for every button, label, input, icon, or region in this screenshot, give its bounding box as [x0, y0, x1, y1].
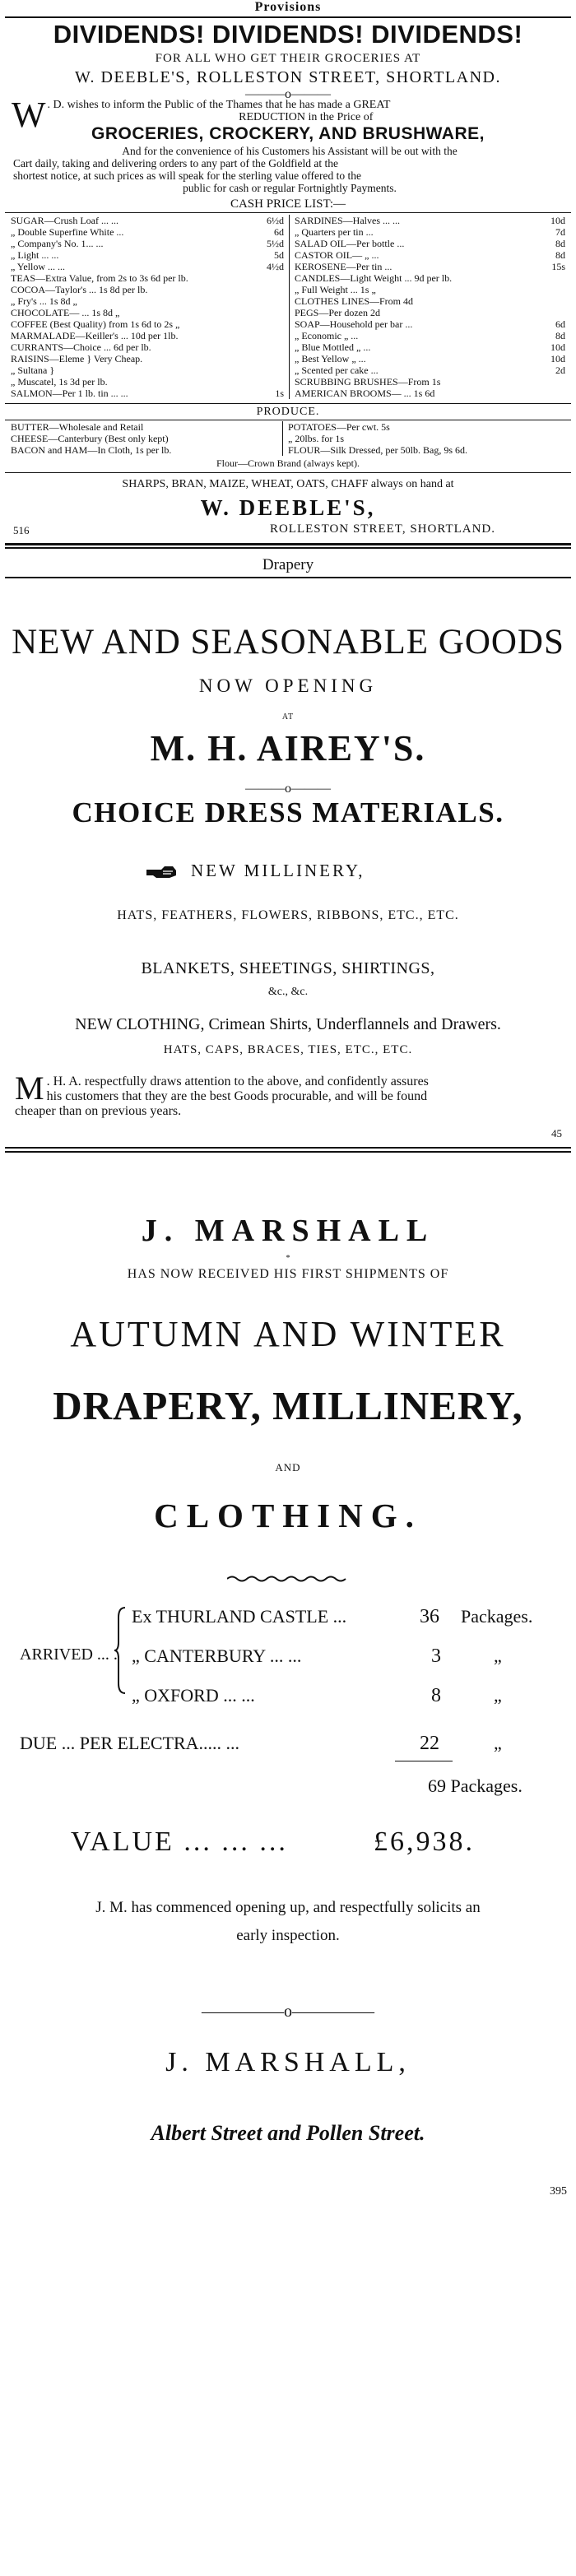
price-row [11, 364, 565, 376]
price-row [11, 295, 565, 307]
airey-at: AT [281, 712, 295, 722]
deeble-business-line: W. DEEBLE'S, ROLLESTON STREET, SHORTLAND. [75, 68, 501, 86]
price-row [11, 272, 565, 284]
marshall-clothing: CLOTHING. [154, 1497, 422, 1534]
price-row [11, 376, 565, 388]
price-value-right: 8d [555, 238, 565, 249]
price-item-right: PEGS—Per dozen 2d [290, 307, 516, 318]
price-item-right: SOAP—Household per bar ... [290, 318, 516, 330]
section-rule [5, 1151, 571, 1153]
produce-item-left: BUTTER—Wholesale and Retail [11, 421, 144, 433]
price-value-right [515, 307, 565, 318]
price-value-right: 6d [555, 318, 565, 330]
flour-line: Flour—Crown Brand (always kept). [216, 457, 360, 469]
price-row [11, 249, 565, 261]
price-value-left [221, 284, 289, 295]
price-item-left: „ Fry's ... 1s 8d „ [11, 295, 77, 307]
millinery-row [145, 861, 466, 885]
body-line: Cart daily, taking and delivering orders to any part of the Goldfield at the [13, 157, 339, 169]
price-value-left [221, 295, 289, 307]
deeble-headline: DIVIDENDS! DIVIDENDS! DIVIDENDS! [53, 20, 523, 49]
price-item-left: SUGAR—Crush Loaf ... ... [11, 215, 118, 226]
price-item-left: „ Company's No. 1... ... [11, 238, 104, 249]
due-qty: 22 [420, 1733, 439, 1754]
price-value-left [221, 318, 289, 330]
price-list-rule [5, 212, 571, 213]
column-header: Provisions [254, 0, 322, 14]
airey-notice [15, 1070, 563, 1119]
price-value-right: 8d [555, 330, 565, 341]
price-item-right: „ Quarters per tin ... [290, 226, 516, 238]
wave-ornament [227, 1575, 349, 1583]
price-item-left: TEAS—Extra Value, from 2s to 3s 6d per lb. [11, 272, 188, 284]
price-value-left [221, 272, 289, 284]
price-value-right [515, 388, 565, 399]
price-row [11, 307, 565, 318]
deeble-subhead: FOR ALL WHO GET THEIR GROCERIES AT [155, 52, 421, 65]
shipment-unit: „ [494, 1685, 502, 1706]
price-item-right: AMERICAN BROOMS— ... 1s 6d [290, 388, 516, 399]
price-row [11, 388, 565, 399]
price-item-right: KEROSENE—Per tin ... [290, 261, 516, 272]
marshall-received: HAS NOW RECEIVED HIS FIRST SHIPMENTS OF [127, 1267, 449, 1281]
price-value-left: 5d [274, 249, 284, 261]
produce-row [11, 421, 565, 433]
arrived-label: ARRIVED ... . [20, 1645, 118, 1664]
shipment-qty: 8 [431, 1685, 441, 1706]
price-list-title: CASH PRICE LIST:— [230, 197, 346, 211]
value-amount: £6,938. [374, 1826, 475, 1857]
deeble-ad-number: 516 [13, 524, 30, 536]
price-row [11, 330, 565, 341]
price-row [11, 261, 565, 272]
price-row [11, 284, 565, 295]
price-item-left: „ Yellow ... ... [11, 261, 66, 272]
due-label: DUE ... PER ELECTRA..... ... [20, 1733, 240, 1753]
price-value-right: 8d [555, 249, 565, 261]
price-item-left: COCOA—Taylor's ... 1s 8d per lb. [11, 284, 148, 295]
price-item-left: CHOCOLATE— ... 1s 8d „ [11, 307, 120, 318]
price-value-right [515, 272, 565, 284]
body-line: shortest notice, at such prices as will speak for the sterling value offered to the [13, 169, 361, 182]
produce-row [11, 433, 565, 444]
header-rule [5, 16, 571, 18]
airey-hats-line: HATS, FEATHERS, FLOWERS, RIBBONS, ETC., ETC. [117, 908, 459, 922]
shipment-unit: Packages. [461, 1606, 533, 1627]
shipment-vessel: Ex THURLAND CASTLE ... [132, 1606, 347, 1627]
ornament-divider: ―――――o――――― [202, 2003, 374, 2021]
price-value-left: 4½d [267, 261, 284, 272]
airey-caps-line: HATS, CAPS, BRACES, TIES, ETC., ETC. [163, 1043, 413, 1056]
price-row [11, 353, 565, 364]
price-value-left [221, 307, 289, 318]
price-value-right: 10d [550, 353, 565, 364]
marshall-drapery: DRAPERY, MILLINERY, [53, 1383, 523, 1428]
shipment-unit: „ [494, 1645, 502, 1666]
marshall-address: Albert Street and Pollen Street. [151, 2121, 425, 2145]
deeble-goods-line: GROCERIES, CROCKERY, AND BRUSHWARE, [91, 124, 485, 143]
price-value-left: 1s [275, 388, 284, 399]
deeble-sig-address: ROLLESTON STREET, SHORTLAND. [269, 522, 496, 536]
ornament-divider: ―――o――― [245, 87, 331, 101]
marshall-notice: early inspection. [236, 1927, 340, 1944]
price-item-right: SALAD OIL—Per bottle ... [290, 238, 516, 249]
price-value-left [221, 330, 289, 341]
price-item-left: „ Muscatel, 1s 3d per lb. [11, 376, 108, 388]
body-line: public for cash or regular Fortnightly Payments. [183, 182, 397, 194]
price-item-left: „ Light ... ... [11, 249, 59, 261]
marshall-notice: J. M. has commenced opening up, and respectfully solicits an [95, 1899, 481, 1916]
price-item-right: „ Scented per cake ... [290, 364, 516, 376]
produce-table [11, 421, 565, 456]
airey-headline: NEW AND SEASONABLE GOODS [12, 623, 564, 661]
price-item-right: SCRUBBING BRUSHES—From 1s [290, 376, 516, 388]
drapery-header: Drapery [262, 556, 314, 573]
price-value-left [221, 341, 289, 353]
shipment-qty: 36 [420, 1606, 439, 1627]
airey-now-opening: NOW OPENING [198, 675, 378, 696]
price-item-left: CURRANTS—Choice ... 6d per lb. [11, 341, 151, 353]
price-value-right: 10d [550, 341, 565, 353]
notice-line: his customers that they are the best Goods procurable, and will be found [46, 1089, 428, 1103]
price-value-right: 15s [551, 261, 565, 272]
price-item-right: CLOTHES LINES—From 4d [290, 295, 516, 307]
section-rule [5, 543, 571, 545]
price-row [11, 318, 565, 330]
price-row [11, 238, 565, 249]
produce-rule [5, 472, 571, 473]
price-list-table [11, 215, 565, 399]
produce-item-right: POTATOES—Per cwt. 5s [283, 421, 566, 433]
sharps-line: SHARPS, BRAN, MAIZE, WHEAT, OATS, CHAFF always on hand at [122, 478, 454, 490]
price-item-left: „ Double Superfine White ... [11, 226, 124, 238]
ornament-divider: ―――o――― [245, 782, 331, 796]
price-item-right: „ Full Weight ... 1s „ [290, 284, 516, 295]
deeble-body [13, 145, 566, 194]
price-item-left: „ Sultana } [11, 364, 55, 376]
shipment-qty: 3 [431, 1645, 441, 1667]
price-item-left: COFFEE (Best Quality) from 1s 6d to 2s „ [11, 318, 180, 330]
price-item-right: CASTOR OIL— „ ... [290, 249, 516, 261]
price-value-right [515, 284, 565, 295]
notice-line: cheaper than on previous years. [15, 1104, 182, 1118]
produce-item-right: „ 20lbs. for 1s [283, 433, 566, 444]
price-value-left [221, 364, 289, 376]
price-value-left [221, 353, 289, 364]
airey-name: M. H. AIREY'S. [150, 728, 426, 768]
price-value-right: 2d [555, 364, 565, 376]
total-packages: 69 Packages. [428, 1775, 523, 1796]
price-item-left: RAISINS—Eleme } Very Cheap. [11, 353, 143, 364]
drop-cap: W [12, 95, 46, 135]
price-value-left [221, 376, 289, 388]
pointing-hand-icon [145, 864, 178, 880]
price-value-right: 7d [555, 226, 565, 238]
body-line: And for the convenience of his Customers his Assistant will be out with the [122, 145, 458, 157]
price-item-right: CANDLES—Light Weight ... 9d per lb. [290, 272, 516, 284]
price-row [11, 215, 565, 226]
notice-line: . H. A. respectfully draws attention to the above, and confidently assures [46, 1074, 429, 1088]
produce-item-right: FLOUR—Silk Dressed, per 50lb. Bag, 9s 6d. [283, 444, 566, 456]
price-row [11, 226, 565, 238]
shipment-vessel: „ CANTERBURY ... ... [132, 1645, 302, 1666]
section-rule [5, 577, 571, 578]
airey-etc-line: &c., &c. [267, 986, 309, 998]
price-row [11, 341, 565, 353]
marshall-name: J. MARSHALL [141, 1214, 435, 1248]
drop-cap: M [15, 1070, 44, 1107]
price-value-right [515, 376, 565, 388]
airey-blankets-line: BLANKETS, SHEETINGS, SHIRTINGS, [141, 959, 435, 977]
marshall-and: AND [275, 1461, 301, 1474]
produce-item-left: BACON and HAM—In Cloth, 1s per lb. [11, 444, 172, 456]
price-item-right: „ Best Yellow „ ... [290, 353, 516, 364]
marshall-ad-number: 395 [550, 2185, 567, 2198]
airey-dress: CHOICE DRESS MATERIALS. [72, 796, 504, 828]
price-item-left: SALMON—Per 1 lb. tin ... ... [11, 388, 128, 399]
marshall-sig-name: J. MARSHALL, [165, 2047, 411, 2077]
airey-millinery: NEW MILLINERY, [191, 861, 365, 880]
star-ornament: * [286, 1254, 290, 1263]
airey-clothing-line: NEW CLOTHING, Crimean Shirts, Underflannels and Drawers. [75, 1015, 501, 1033]
produce-item-left: CHEESE—Canterbury (Best only kept) [11, 433, 169, 444]
price-item-right: SARDINES—Halves ... ... [290, 215, 516, 226]
price-value-left: 6d [274, 226, 284, 238]
price-item-right: „ Blue Mottled „ ... [290, 341, 516, 353]
price-value-left: 5½d [267, 238, 284, 249]
intro-line: . D. wishes to inform the Public of the Thames that he has made a GREAT [47, 99, 391, 111]
value-label: VALUE ... ... ... [71, 1826, 288, 1857]
section-rule [5, 547, 571, 549]
shipment-vessel: „ OXFORD ... ... [132, 1685, 255, 1706]
deeble-sig-name: W. DEEBLE'S, [200, 495, 376, 520]
price-value-right [515, 295, 565, 307]
section-rule [5, 1147, 571, 1149]
produce-row [11, 444, 565, 456]
marshall-autumn: AUTUMN AND WINTER [70, 1314, 506, 1354]
airey-ad-number: 45 [551, 1127, 562, 1139]
brace-bracket [114, 1606, 127, 1695]
intro-line: REDUCTION in the Price of [239, 111, 374, 123]
price-item-left: MARMALADE—Keiller's ... 10d per 1lb. [11, 330, 179, 341]
due-unit: „ [494, 1733, 502, 1753]
price-item-right: „ Economic „ ... [290, 330, 516, 341]
price-value-right: 10d [550, 215, 565, 226]
price-value-left: 6½d [267, 215, 284, 226]
price-list-rule [5, 403, 571, 404]
produce-title: PRODUCE. [256, 406, 320, 418]
